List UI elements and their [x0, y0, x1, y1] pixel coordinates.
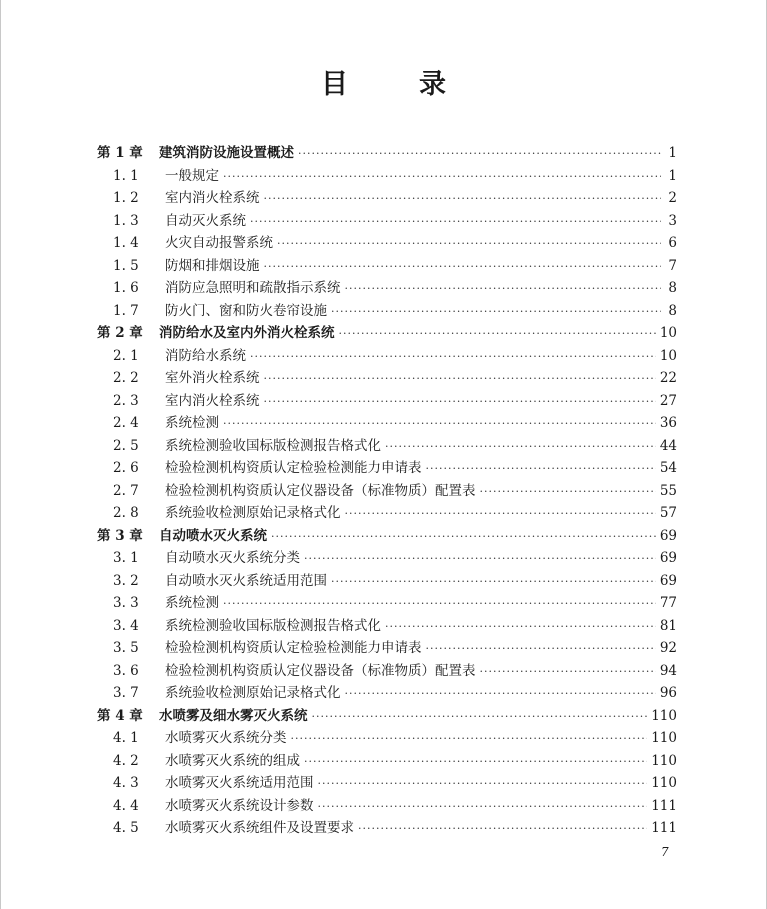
toc-entry-page: 55 [659, 482, 677, 499]
toc-entry-number: 3. 1 [113, 550, 139, 566]
dot-leader [304, 755, 647, 768]
dot-leader [223, 417, 656, 430]
toc-entry-page: 92 [659, 640, 677, 656]
toc-entry-title: 消防给水系统 [165, 347, 246, 364]
dot-leader [264, 192, 662, 205]
dot-leader [304, 552, 656, 565]
toc-section-entry [97, 411, 677, 434]
toc-entry-title: 系统检测 [165, 595, 219, 611]
toc-entry-title: 消防应急照明和疏散指示系统 [165, 280, 341, 296]
toc-section-entry [97, 614, 677, 637]
toc-entry-number: 1. 7 [113, 302, 139, 319]
toc-entry-number: 4. 5 [113, 820, 139, 836]
toc-section-entry [97, 794, 677, 817]
toc-entry-title: 检验检测机构资质认定仪器设备（标准物质）配置表 [165, 662, 476, 679]
toc-entry-title: 水喷雾灭火系统设计参数 [165, 797, 314, 814]
toc-section-entry [97, 681, 677, 704]
toc-entry-title: 水喷雾灭火系统分类 [165, 730, 287, 746]
toc-entry-title: 检验检测机构资质认定检验检测能力申请表 [165, 640, 422, 656]
toc-entry-title: 防火门、窗和防火卷帘设施 [165, 302, 327, 319]
toc-entry-page: 7 [668, 257, 677, 274]
toc-section-entry [97, 344, 677, 367]
toc-entry-number: 2. 7 [113, 482, 139, 499]
toc-entry-page: 54 [659, 460, 677, 476]
toc-section-entry [97, 636, 677, 659]
dot-leader [331, 305, 661, 318]
toc-entry-title: 检验检测机构资质认定检验检测能力申请表 [165, 460, 422, 476]
toc-section-entry [97, 816, 677, 839]
toc-chapter-entry [97, 524, 677, 547]
toc-entry-page: 81 [659, 617, 677, 634]
dot-leader [480, 665, 656, 678]
toc-entry-number: 1. 2 [113, 190, 139, 206]
toc-entry-number: 3. 2 [113, 572, 139, 589]
toc-entry-page: 111 [651, 820, 677, 836]
toc-section-entry [97, 186, 677, 209]
toc-chapter-entry [97, 321, 677, 344]
dot-leader [385, 440, 656, 453]
toc-entry-page: 22 [659, 370, 677, 386]
toc-section-entry [97, 389, 677, 412]
toc-entry-page: 2 [668, 190, 677, 206]
toc-entry-title: 建筑消防设施设置概述 [159, 145, 294, 161]
toc-chapter-entry [97, 704, 677, 727]
toc-section-entry [97, 299, 677, 322]
toc-entry-title: 自动喷水灭火系统分类 [165, 550, 300, 566]
toc-entry-page: 8 [668, 302, 677, 319]
toc-entry-page: 69 [659, 550, 677, 566]
toc-entry-title: 室外消火栓系统 [165, 370, 260, 386]
dot-leader [223, 597, 656, 610]
toc-entry-page: 111 [651, 797, 677, 814]
toc-section-entry [97, 164, 677, 187]
toc-entry-title: 系统检测 [165, 415, 219, 431]
dot-leader [264, 395, 656, 408]
toc-entry-title: 系统检测验收国标版检测报告格式化 [165, 437, 381, 454]
toc-section-entry [97, 456, 677, 479]
dot-leader [250, 215, 661, 228]
toc-entry-page: 3 [668, 212, 677, 229]
toc-entry-number: 4. 1 [113, 730, 139, 746]
toc-entry-page: 96 [659, 685, 677, 701]
toc-entry-page: 1 [668, 145, 677, 161]
toc-entry-page: 57 [659, 505, 677, 521]
dot-leader [312, 710, 648, 723]
toc-chapter-entry [97, 141, 677, 164]
dot-leader [385, 620, 656, 633]
toc-section-entry [97, 591, 677, 614]
dot-leader [223, 170, 661, 183]
toc-section-entry [97, 434, 677, 457]
toc-entry-title: 自动灭火系统 [165, 212, 246, 229]
dot-leader [358, 822, 647, 835]
toc-entry-number: 2. 5 [113, 437, 139, 454]
page-number: 7 [661, 845, 669, 859]
toc-entry-page: 110 [651, 752, 677, 769]
toc-section-entry [97, 479, 677, 502]
toc-entry-number: 4. 3 [113, 775, 139, 791]
toc-entry-title: 系统验收检测原始记录格式化 [165, 505, 341, 521]
dot-leader [318, 777, 648, 790]
toc-entry-page: 69 [659, 572, 677, 589]
page-title: 目 录 [321, 69, 468, 100]
toc-section-entry [97, 231, 677, 254]
toc-entry-page: 36 [659, 415, 677, 431]
toc-entry-number: 3. 6 [113, 662, 139, 679]
dot-leader [339, 327, 656, 340]
dot-leader [426, 462, 656, 475]
dot-leader [271, 530, 656, 543]
dot-leader [277, 237, 661, 250]
toc-entry-page: 10 [659, 325, 677, 341]
toc-section-entry [97, 569, 677, 592]
toc-entry-number: 4. 2 [113, 752, 139, 769]
toc-section-entry [97, 749, 677, 772]
toc-entry-number: 1. 6 [113, 280, 139, 296]
toc-entry-number: 3. 4 [113, 617, 139, 634]
toc-entry-number: 第 2 章 [97, 325, 143, 341]
toc-entry-title: 一般规定 [165, 167, 219, 184]
toc-entry-number: 2. 2 [113, 370, 139, 386]
toc-entry-page: 77 [659, 595, 677, 611]
toc-entry-title: 防烟和排烟设施 [165, 257, 260, 274]
toc-entry-number: 2. 1 [113, 347, 139, 364]
dot-leader [331, 575, 656, 588]
toc-entry-title: 水喷雾灭火系统的组成 [165, 752, 300, 769]
toc-entry-number: 1. 1 [113, 167, 139, 184]
dot-leader [345, 687, 656, 700]
toc-entry-title: 消防给水及室内外消火栓系统 [159, 325, 335, 341]
dot-leader [345, 507, 656, 520]
toc-entry-number: 3. 7 [113, 685, 139, 701]
toc-entry-number: 2. 4 [113, 415, 139, 431]
toc-entry-number: 第 4 章 [97, 707, 143, 724]
toc-entry-title: 水喷雾灭火系统组件及设置要求 [165, 820, 354, 836]
dot-leader [318, 800, 648, 813]
toc-section-entry [97, 366, 677, 389]
toc-entry-title: 水喷雾及细水雾灭火系统 [159, 707, 308, 724]
toc-section-entry [97, 501, 677, 524]
toc-entry-page: 6 [668, 235, 677, 251]
dot-leader [291, 732, 648, 745]
toc-entry-title: 自动喷水灭火系统 [159, 527, 267, 544]
table-of-contents [97, 141, 677, 839]
toc-entry-page: 44 [659, 437, 677, 454]
toc-entry-page: 10 [659, 347, 677, 364]
toc-entry-title: 系统验收检测原始记录格式化 [165, 685, 341, 701]
toc-entry-title: 水喷雾灭火系统适用范围 [165, 775, 314, 791]
toc-entry-number: 2. 8 [113, 505, 139, 521]
toc-section-entry [97, 771, 677, 794]
toc-entry-title: 检验检测机构资质认定仪器设备（标准物质）配置表 [165, 482, 476, 499]
toc-entry-page: 94 [659, 662, 677, 679]
toc-section-entry [97, 546, 677, 569]
toc-entry-title: 火灾自动报警系统 [165, 235, 273, 251]
dot-leader [264, 260, 662, 273]
toc-entry-page: 110 [651, 707, 677, 724]
toc-section-entry [97, 209, 677, 232]
toc-entry-number: 第 1 章 [97, 145, 143, 161]
dot-leader [480, 485, 656, 498]
toc-entry-number: 1. 3 [113, 212, 139, 229]
toc-entry-number: 1. 4 [113, 235, 139, 251]
dot-leader [298, 147, 661, 160]
toc-entry-number: 4. 4 [113, 797, 139, 814]
toc-entry-title: 室内消火栓系统 [165, 392, 260, 409]
toc-section-entry [97, 276, 677, 299]
dot-leader [426, 642, 656, 655]
toc-entry-page: 110 [651, 730, 677, 746]
toc-entry-page: 110 [651, 775, 677, 791]
toc-entry-title: 自动喷水灭火系统适用范围 [165, 572, 327, 589]
toc-entry-page: 8 [668, 280, 677, 296]
dot-leader [345, 282, 662, 295]
toc-section-entry [97, 726, 677, 749]
toc-entry-title: 系统检测验收国标版检测报告格式化 [165, 617, 381, 634]
toc-section-entry [97, 254, 677, 277]
toc-section-entry [97, 659, 677, 682]
toc-entry-page: 69 [659, 527, 677, 544]
dot-leader [250, 350, 656, 363]
toc-entry-number: 2. 6 [113, 460, 139, 476]
toc-entry-number: 第 3 章 [97, 527, 143, 544]
toc-entry-number: 3. 5 [113, 640, 139, 656]
toc-entry-number: 1. 5 [113, 257, 139, 274]
toc-entry-page: 1 [668, 167, 677, 184]
toc-entry-number: 2. 3 [113, 392, 139, 409]
dot-leader [264, 372, 656, 385]
toc-entry-title: 室内消火栓系统 [165, 190, 260, 206]
toc-entry-number: 3. 3 [113, 595, 139, 611]
toc-entry-page: 27 [659, 392, 677, 409]
